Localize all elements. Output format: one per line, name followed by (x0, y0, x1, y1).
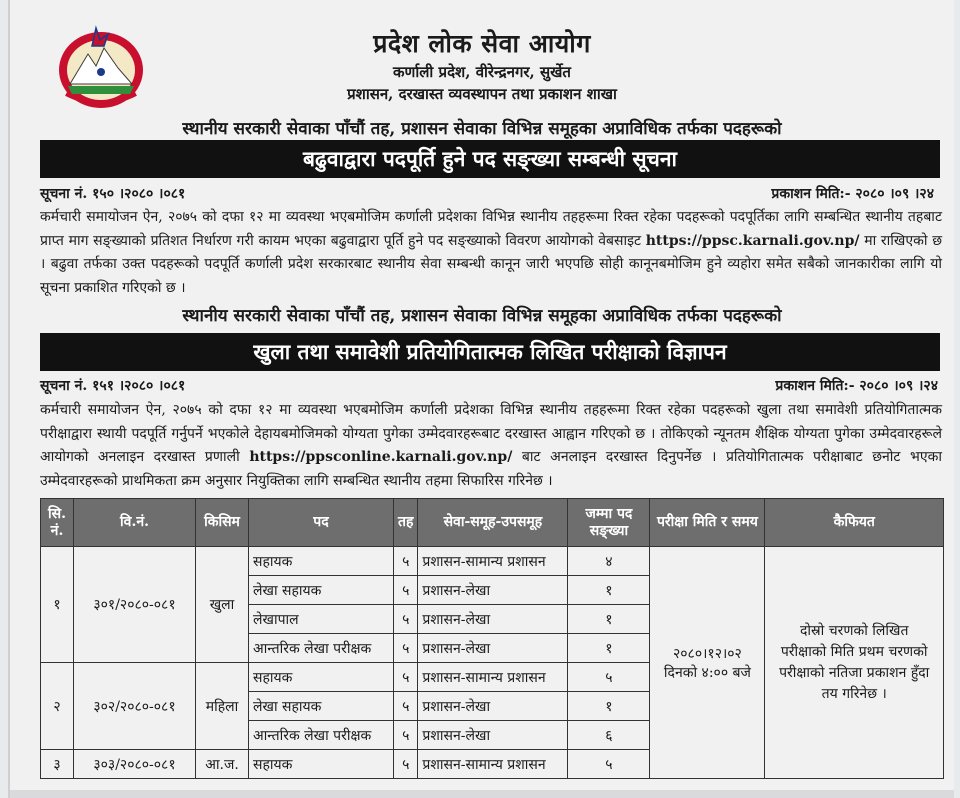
service-group-cell: प्रशासन-सामान्य प्रशासन (418, 663, 568, 692)
vacancy-table (40, 498, 944, 779)
table-row (41, 547, 944, 576)
exam-date-time-cell (650, 547, 765, 779)
adv-no-cell: ३०१/२०८०-०८१ (74, 547, 196, 663)
col-header-adv-no: वि.नं. (74, 499, 196, 547)
level-cell: ५ (394, 605, 418, 634)
service-group-cell: प्रशासन-लेखा (418, 692, 568, 721)
col-header-remarks: कैफियत (765, 499, 944, 547)
post-cell: लेखा सहायक (249, 692, 394, 721)
level-cell: ५ (394, 692, 418, 721)
service-group-cell: प्रशासन-लेखा (418, 634, 568, 663)
notice1-subtitle: स्थानीय सरकारी सेवाका पाँचौं तह, प्रशासन सेवाका विभिन्न समूहका अप्राविधिक तर्फका पदहरूको (182, 119, 782, 139)
total-cell: ५ (568, 663, 650, 692)
org-name: प्रदेश लोक सेवा आयोग (373, 29, 591, 58)
col-header-exam: परीक्षा मिति र समय (650, 499, 765, 547)
notice2-date: प्रकाशन मिति:- २०८० ।०९ ।२४ (775, 378, 938, 394)
total-cell: १ (568, 605, 650, 634)
level-cell: ५ (394, 721, 418, 750)
type-cell: महिला (196, 663, 249, 750)
total-cell: १ (568, 634, 650, 663)
type-cell: खुला (196, 547, 249, 663)
service-group-cell: प्रशासन-सामान्य प्रशासन (418, 750, 568, 779)
type-cell: आ.ज. (196, 750, 249, 779)
org-location: कर्णाली प्रदेश, वीरेन्द्रनगर, सुर्खेत (393, 63, 571, 81)
total-cell: ५ (568, 750, 650, 779)
remarks-cell: दोस्रो चरणको लिखित परीक्षाको मिति प्रथम चरणको परीक्षाको नतिजा प्रकाशन हुँदा तय गरिनेछ । (765, 547, 944, 779)
post-cell: लेखापाल (249, 605, 394, 634)
notice2-title: खुला तथा समावेशी प्रतियोगितात्मक लिखित परीक्षाको विज्ञापन (40, 333, 940, 371)
adv-no-cell: ३०३/२०८०-०८१ (74, 750, 196, 779)
level-cell: ५ (394, 634, 418, 663)
notice2-body (40, 399, 942, 493)
col-header-total: जम्मा पद सङ्ख्या (568, 499, 650, 547)
exam-date: २०८०।१२।०२ (672, 645, 742, 662)
page-bottom-edge (10, 790, 954, 798)
level-cell: ५ (394, 576, 418, 605)
notice1-body-text: कर्मचारी समायोजन ऐन, २०७५ को दफा १२ मा व्यवस्था भएबमोजिम कर्णाली प्रदेशका विभिन्न स्थानीय तहहरूमा रिक्त रहेका पदहरूको पदपूर्तिका लागि सम्बन्धित स्थानीय तहबाट प्राप्त माग सङ्ख्याको प्रतिशत निर्धारण गरी कायम भएका बढुवाद्वारा पूर्ति हुने पद सङ्ख्याको विवरण आयोगको वेबसाइट (40, 209, 942, 249)
post-cell: आन्तरिक लेखा परीक्षक (249, 721, 394, 750)
service-group-cell: प्रशासन-लेखा (418, 721, 568, 750)
total-cell: १ (568, 576, 650, 605)
level-cell: ५ (394, 663, 418, 692)
notice1-title: बढुवाद्वारा पदपूर्ति हुने पद सङ्ख्या सम्बन्धी सूचना (40, 140, 940, 178)
col-header-level: तह (394, 499, 418, 547)
notice2-subtitle: स्थानीय सरकारी सेवाका पाँचौं तह, प्रशासन सेवाका विभिन्न समूहका अप्राविधिक तर्फका पदहरूको (182, 306, 782, 326)
total-cell: ४ (568, 547, 650, 576)
post-cell: लेखा सहायक (249, 576, 394, 605)
col-header-sn: सि. नं. (41, 499, 74, 547)
service-group-cell: प्रशासन-लेखा (418, 576, 568, 605)
post-cell: सहायक (249, 750, 394, 779)
level-cell: ५ (394, 750, 418, 779)
notice1-body-text-cont: मा राखिएको छ । बढुवा तर्फका उक्त पदहरूको पदपूर्ति कर्णाली प्रदेश सरकारबाट स्थानीय सेवा सम्बन्धी कानून जारी भएपछि सोही कानूनबमोजिम हुने व्यहोरा समेत सबैको जानकारीका लागि यो सूचना प्रकाशित गरिएको छ । (40, 232, 943, 296)
post-cell: सहायक (249, 547, 394, 576)
notice1-body (40, 206, 942, 300)
table-header-row (41, 499, 944, 547)
total-cell: १ (568, 692, 650, 721)
notice2-application-link[interactable]: https://ppsconline.karnali.gov.np/ (249, 449, 513, 465)
post-cell: सहायक (249, 663, 394, 692)
sn-cell: १ (41, 547, 74, 663)
service-group-cell: प्रशासन-सामान्य प्रशासन (418, 547, 568, 576)
notice2-number: सूचना नं. १५१ ।२०८० ।०८१ (40, 378, 186, 394)
notice1-number: सूचना नं. १५० ।२०८० ।०८१ (40, 186, 186, 202)
total-cell: ६ (568, 721, 650, 750)
sn-cell: २ (41, 663, 74, 750)
service-group-cell: प्रशासन-लेखा (418, 605, 568, 634)
exam-time: दिनको ४:०० बजे (663, 664, 751, 681)
sn-cell: ३ (41, 750, 74, 779)
notice2-body-text-cont: बाट अनलाइन दरखास्त दिनुपर्नेछ । प्रतियोगितात्मक परीक्षाबाट छनोट भएका उम्मेदवारहरूको प्राथमिकता क्रम अनुसार नियुक्तिका लागि सम्बन्धित स्थानीय तहमा सिफारिस गरिनेछ । (40, 449, 943, 489)
col-header-type: किसिम (196, 499, 249, 547)
org-branch: प्रशासन, दरखास्त व्यवस्थापन तथा प्रकाशन शाखा (347, 85, 617, 103)
adv-no-cell: ३०२/२०८०-०८१ (74, 663, 196, 750)
notice2-body-text: कर्मचारी समायोजन ऐन, २०७५ को दफा १२ मा व्यवस्था भएबमोजिम कर्णाली प्रदेशका विभिन्न स्थानीय तहहरूमा रिक्त रहेका पदहरूको खुला तथा समावेशी प्रतियोगितात्मक परीक्षाद्वारा स्थायी पदपूर्ति गर्नुपर्ने भएकोले देहायबमोजिमको योग्यता पुगेका उम्मेदवारहरूबाट दरखास्त आह्वान गरिएको छ । तोकिएको न्यूनतम शैक्षिक योग्यता पुगेका उम्मेदवारहरूले आयोगको अनलाइन दरखास्त प्रणाली (40, 402, 942, 465)
notice1-date: प्रकाशन मिति:- २०८० ।०९ ।२४ (771, 186, 934, 202)
post-cell: आन्तरिक लेखा परीक्षक (249, 634, 394, 663)
col-header-post: पद (249, 499, 394, 547)
level-cell: ५ (394, 547, 418, 576)
col-header-service-group: सेवा-समूह-उपसमूह (418, 499, 568, 547)
notice1-website-link[interactable]: https://ppsc.karnali.gov.np/ (645, 232, 860, 249)
notice-page (8, 0, 954, 798)
